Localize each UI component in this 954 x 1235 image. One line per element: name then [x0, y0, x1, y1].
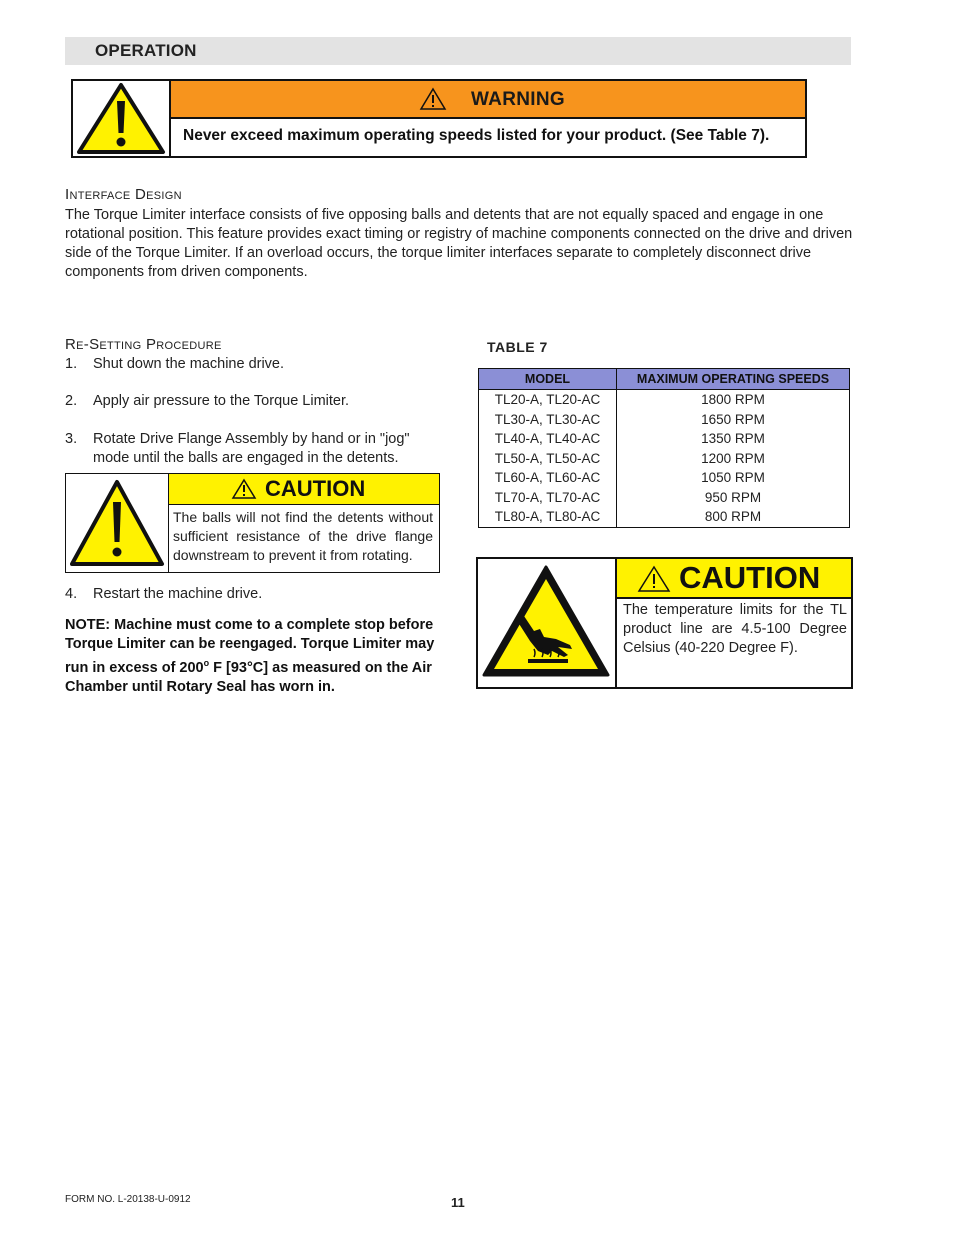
- note-text: NOTE: Machine must come to a complete stop before Torque Limiter can be reengaged. Torque Limiter may run in excess of 200: [65, 617, 435, 676]
- cell-speed: 1350 RPM: [617, 429, 850, 449]
- caution-label: CAUTION: [265, 476, 366, 501]
- warning-icon-cell: [73, 81, 171, 156]
- caution-label: CAUTION: [679, 560, 821, 595]
- cell-model: TL20-A, TL20-AC: [479, 390, 617, 410]
- hot-surface-hand-icon: [478, 559, 615, 687]
- exclamation-warning-icon: [66, 474, 168, 572]
- table-header-row: [479, 369, 850, 390]
- warning-box: [71, 79, 807, 158]
- cell-speed: 1200 RPM: [617, 449, 850, 469]
- cell-speed: 1650 RPM: [617, 410, 850, 430]
- step-text: Restart the machine drive.: [93, 586, 263, 602]
- interface-design-heading: Interface Design: [65, 186, 182, 203]
- form-number: FORM NO. L-20138-U-0912: [65, 1194, 191, 1205]
- caution-box-balls: [65, 473, 440, 573]
- table-row: [479, 410, 850, 430]
- small-warning-triangle-icon: [637, 565, 671, 593]
- table-row: [479, 429, 850, 449]
- cell-model: TL30-A, TL30-AC: [479, 410, 617, 430]
- cell-speed: 1050 RPM: [617, 468, 850, 488]
- warning-text: Never exceed maximum operating speeds listed for your product. (See Table 7).: [183, 127, 770, 144]
- cell-speed: 950 RPM: [617, 488, 850, 508]
- caution-text: The balls will not find the detents without sufficient resistance of the drive flange downstream to prevent it from rotating.: [173, 509, 433, 563]
- warning-header: [171, 81, 805, 119]
- step-number: 1.: [65, 356, 78, 372]
- section-title: OPERATION: [95, 41, 197, 60]
- step-text: Rotate Drive Flange Assembly by hand or in "jog": [93, 431, 410, 447]
- table-row: [479, 390, 850, 410]
- cell-model: TL40-A, TL40-AC: [479, 429, 617, 449]
- step-text: Shut down the machine drive.: [93, 356, 285, 372]
- degree-superscript: o: [203, 658, 210, 668]
- table-row: [479, 488, 850, 508]
- caution-header: [617, 559, 851, 599]
- interface-design-body: The Torque Limiter interface consists of five opposing balls and detents that are not equally spaced and engage in one rotational position. This feature provides exact timing or registry of machine components connected on the drive and driven side of the Torque Limiter. If an overload occurs, the torque limiter interfaces separate to completely disconnect drive components from driven components.: [65, 207, 853, 280]
- step-number: 3.: [65, 431, 78, 447]
- step-number: 2.: [65, 393, 78, 409]
- section-header-bar: [65, 37, 851, 65]
- note-text: F [93°C] as measured on the Air Chamber until Rotary Seal has worn in.: [65, 659, 432, 695]
- cell-speed: 1800 RPM: [617, 390, 850, 410]
- list-item: [65, 392, 445, 412]
- caution-header: [169, 474, 439, 505]
- table-title: TABLE 7: [487, 339, 548, 355]
- caution-box-temperature: [476, 557, 853, 689]
- step-number: 4.: [65, 586, 78, 602]
- table-row: [479, 468, 850, 488]
- step-text: mode until the balls are engaged in the detents.: [93, 450, 399, 466]
- cell-model: TL60-A, TL60-AC: [479, 468, 617, 488]
- caution-icon-cell: [66, 474, 169, 572]
- cell-speed: 800 RPM: [617, 507, 850, 527]
- resetting-procedure-heading: Re-Setting Procedure: [65, 336, 222, 353]
- column-header-speed: MAXIMUM OPERATING SPEEDS: [617, 369, 850, 390]
- caution-text: The temperature limits for the TL product line are 4.5-100 Degree Celsius (40-220 Degree F).: [623, 602, 847, 656]
- list-item: [65, 430, 445, 470]
- speed-table: [478, 368, 850, 528]
- cell-model: TL70-A, TL70-AC: [479, 488, 617, 508]
- cell-model: TL50-A, TL50-AC: [479, 449, 617, 469]
- small-warning-triangle-icon: [231, 478, 257, 500]
- warning-label: WARNING: [471, 89, 565, 110]
- step-text: Apply air pressure to the Torque Limiter.: [93, 393, 350, 409]
- column-header-model: MODEL: [479, 369, 617, 390]
- caution-icon-cell: [478, 559, 617, 687]
- note-paragraph: [65, 616, 445, 697]
- table-row: [479, 507, 850, 527]
- table-row: [479, 449, 850, 469]
- list-item: [65, 355, 445, 375]
- page-number: 11: [451, 1195, 465, 1210]
- cell-model: TL80-A, TL80-AC: [479, 507, 617, 527]
- list-item: [65, 585, 445, 605]
- small-warning-triangle-icon: [419, 87, 447, 111]
- exclamation-warning-icon: [73, 81, 169, 156]
